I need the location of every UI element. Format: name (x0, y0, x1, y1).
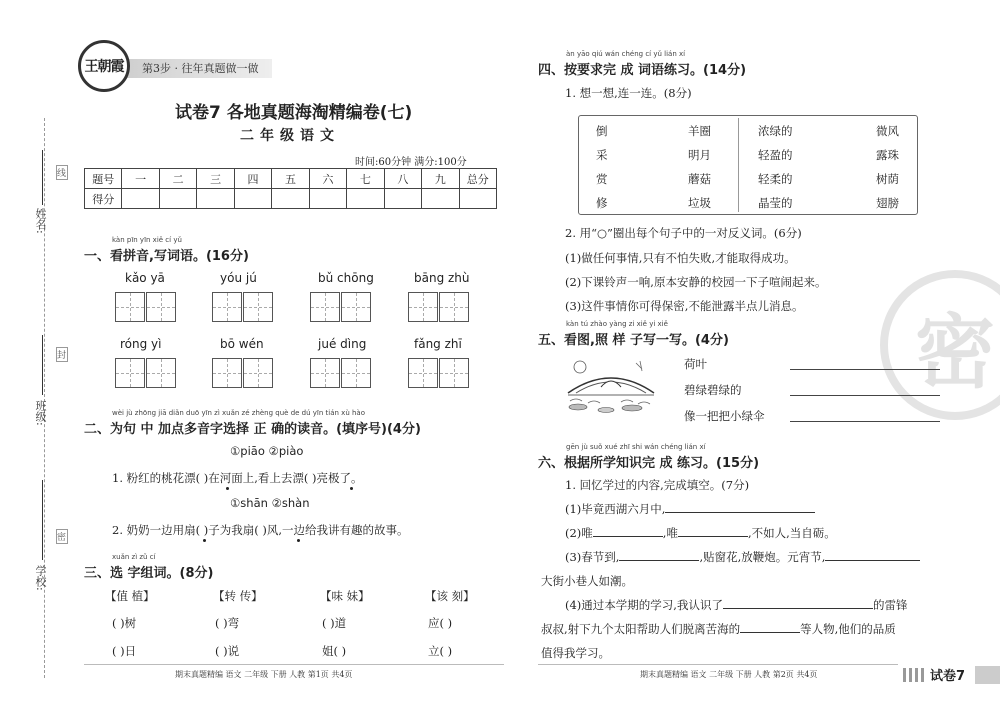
matching-divider (738, 118, 739, 212)
fill-text: 等人物,他们的品质 (800, 622, 896, 636)
match-verb[interactable]: 赏 (596, 172, 608, 186)
score-header-cell: 四 (234, 169, 271, 189)
match-adjective[interactable]: 晶莹的 (758, 196, 793, 210)
section1-title: 一、看拼音,写词语。(16分) (84, 249, 249, 264)
score-row-label: 得分 (85, 189, 122, 209)
writing-box[interactable] (146, 292, 176, 322)
score-cell[interactable] (384, 189, 421, 209)
writing-box[interactable] (115, 358, 145, 388)
answer-line[interactable] (790, 369, 940, 370)
score-table-score-row (85, 189, 497, 209)
fill-line-4-end: 值得我学习。 (541, 646, 610, 660)
fill-blank[interactable] (678, 525, 748, 537)
score-header-cell: 二 (159, 169, 196, 189)
score-cell[interactable] (272, 189, 309, 209)
school-label: 学校: (34, 565, 47, 591)
score-header-cell: 八 (384, 169, 421, 189)
emphasis-dot (350, 487, 353, 490)
pinyin-word: bǔ chōng (318, 271, 374, 285)
name-field-line[interactable] (42, 150, 43, 205)
fill-line-3 (565, 549, 920, 565)
sentence-1: 1. 粉红的桃花漂( )在河面上,看上去漂( )亮极了。 (112, 471, 363, 485)
writing-box[interactable] (243, 358, 273, 388)
writing-box[interactable] (115, 292, 145, 322)
score-cell[interactable] (234, 189, 271, 209)
fill-line-4 (565, 597, 907, 613)
score-header-cell: 三 (197, 169, 234, 189)
section4-title: 四、按要求完 成 词语练习。(14分) (538, 63, 747, 78)
footer-divider-right (538, 664, 898, 665)
pinyin-word: yóu jú (220, 271, 257, 285)
fill-blank[interactable] (723, 597, 873, 609)
fill-line-4-cont (541, 621, 896, 637)
binding-mark-seal: 线 (56, 165, 68, 180)
pinyin-word: fǎng zhī (414, 337, 462, 351)
fill-text: (4)通过本学期的学习,我认识了 (565, 598, 723, 612)
writing-box[interactable] (341, 358, 371, 388)
school-field-line[interactable] (42, 480, 43, 560)
fill-text: ,不如人,当自砺。 (747, 526, 836, 540)
match-noun[interactable]: 垃圾 (688, 196, 711, 210)
score-cell[interactable] (347, 189, 384, 209)
match-verb[interactable]: 修 (596, 196, 608, 210)
emphasis-dot (226, 487, 229, 490)
fill-text: (2)唯 (565, 526, 593, 540)
confidential-seal-watermark (880, 270, 1000, 420)
word-group-blank: 姐( ) (322, 644, 347, 658)
sentence-2: 2. 奶奶一边用扇( )子为我扇( )风,一边给我讲有趣的故事。 (112, 523, 409, 537)
model-word-2: 碧绿碧绿的 (684, 383, 742, 397)
class-label: 班级: (34, 400, 47, 426)
binding-mark-close: 封 (56, 347, 68, 362)
seal-glyph: 密 (915, 305, 995, 399)
match-verb[interactable]: 采 (596, 148, 608, 162)
emphasis-dot (297, 539, 300, 542)
fill-text: 的雷锋 (872, 598, 908, 612)
fill-blank[interactable] (619, 549, 699, 561)
section5-title: 五、看图,照 样 子写一写。(4分) (538, 333, 729, 348)
section4-q2: 2. 用“○”圈出每个句子中的一对反义词。(6分) (565, 226, 802, 240)
writing-box[interactable] (310, 292, 340, 322)
writing-box[interactable] (243, 292, 273, 322)
writing-box[interactable] (146, 358, 176, 388)
section3-title: 三、选 字组词。(8分) (84, 566, 214, 581)
score-header-cell: 一 (122, 169, 159, 189)
answer-line[interactable] (790, 421, 940, 422)
fill-text: (3)春节到, (565, 550, 620, 564)
paper-tag: 试卷7 (930, 669, 966, 684)
section6-pinyin: gēn jù suǒ xué zhī shi wán chéng lián xí (566, 443, 706, 451)
fill-blank[interactable] (740, 621, 800, 633)
antonym-sentence[interactable]: (3)这件事情你可得保密,不能泄露半点儿消息。 (565, 299, 804, 313)
match-adjective[interactable]: 浓绿的 (758, 124, 793, 138)
exam-title: 试卷7 各地真题海淘精编卷(七) (175, 103, 413, 123)
model-word-1: 荷叶 (684, 357, 707, 371)
word-group-blank: 应( ) (428, 616, 453, 630)
footer-divider-left (84, 664, 504, 665)
word-group-head: 【值 植】 (105, 589, 155, 603)
section6-title: 六、根据所学知识完 成 练习。(15分) (538, 456, 760, 471)
fill-blank[interactable] (825, 549, 920, 561)
writing-box[interactable] (341, 292, 371, 322)
bridge-pond-illustration (566, 355, 656, 413)
writing-box[interactable] (408, 292, 438, 322)
score-header-cell: 五 (272, 169, 309, 189)
section3-pinyin: xuǎn zì zǔ cí (112, 553, 156, 561)
match-noun[interactable]: 明月 (688, 148, 711, 162)
matching-box (578, 115, 918, 215)
score-table-header-row (85, 169, 497, 189)
score-table (84, 168, 497, 209)
score-header-cell: 九 (422, 169, 459, 189)
section1-pinyin: kàn pīn yīn xiě cí yǔ (112, 236, 182, 244)
fill-text: ,唯 (662, 526, 678, 540)
logo-text: 王朝霞 (84, 59, 124, 75)
section4-pinyin: àn yāo qiú wán chéng cí yǔ lián xí (566, 50, 686, 58)
options-row-2: ①shān ②shàn (230, 496, 310, 510)
match-noun[interactable]: 蘑菇 (688, 172, 711, 186)
word-group-head: 【该 刻】 (425, 589, 475, 603)
match-verb[interactable]: 倒 (596, 124, 608, 138)
time-score-info: 时间:60分钟 满分:100分 (355, 157, 467, 168)
writing-box[interactable] (212, 292, 242, 322)
score-cell[interactable] (309, 189, 346, 209)
match-adjective[interactable]: 轻柔的 (758, 172, 793, 186)
options-row-1: ①piāo ②piào (230, 444, 304, 458)
word-group-blank: ( )说 (215, 644, 240, 658)
fill-text: (1)毕竟西湖六月中, (565, 502, 666, 516)
footer-left: 期末真题精编 语文 二年级 下册 人教 第1页 共4页 (175, 670, 353, 679)
section2-pinyin: wèi jù zhōng jiā diǎn duō yīn zì xuǎn zé zhèng què de dú yīn tián xù hào (112, 409, 365, 417)
word-group-blank: ( )道 (322, 616, 347, 630)
pinyin-word: róng yì (120, 337, 162, 351)
step-banner: 第3步 · 往年真题做一做 (112, 59, 272, 78)
writing-box[interactable] (212, 358, 242, 388)
writing-box[interactable] (310, 358, 340, 388)
score-cell[interactable] (159, 189, 196, 209)
match-object[interactable]: 翅膀 (876, 196, 899, 210)
name-label: 姓名: (34, 208, 47, 234)
answer-line[interactable] (790, 395, 940, 396)
score-header-cell: 七 (347, 169, 384, 189)
writing-box[interactable] (408, 358, 438, 388)
word-group-blank: ( )日 (112, 644, 137, 658)
fill-text: ,贴窗花,放鞭炮。元宵节, (699, 550, 826, 564)
word-group-blank: 立( ) (428, 644, 453, 658)
section5-pinyin: kàn tú zhào yàng zi xiě yi xiě (566, 320, 668, 328)
score-cell[interactable] (197, 189, 234, 209)
word-group-blank: ( )弯 (215, 616, 240, 630)
match-object[interactable]: 微风 (876, 124, 899, 138)
pinyin-word: kǎo yā (125, 271, 165, 285)
word-group-head: 【转 传】 (213, 589, 263, 603)
fill-line-3-cont: 大街小巷人如潮。 (541, 574, 633, 588)
section6-q1: 1. 回忆学过的内容,完成填空。(7分) (565, 478, 750, 492)
footer-right: 期末真题精编 语文 二年级 下册 人教 第2页 共4页 (640, 670, 818, 679)
match-object[interactable]: 树荫 (876, 172, 899, 186)
match-noun[interactable]: 羊圈 (688, 124, 711, 138)
class-field-line[interactable] (42, 335, 43, 395)
score-cell[interactable] (122, 189, 159, 209)
section2-title: 二、为句 中 加点多音字选择 正 确的读音。(填序号)(4分) (84, 422, 421, 437)
word-group-head: 【味 妹】 (320, 589, 370, 603)
section4-q1: 1. 想一想,连一连。(8分) (565, 86, 692, 100)
emphasis-dot (203, 539, 206, 542)
score-cell[interactable] (422, 189, 459, 209)
fill-text: 叔叔,射下九个太阳帮助人们脱离苦海的 (541, 622, 741, 636)
score-header-cell: 六 (309, 169, 346, 189)
score-cell[interactable] (459, 189, 496, 209)
score-header-cell: 总分 (459, 169, 496, 189)
model-word-3: 像一把把小绿伞 (684, 409, 765, 423)
word-group-blank: ( )树 (112, 616, 137, 630)
exam-subtitle: 二年级语文 (240, 128, 340, 144)
page-tag-stripes (903, 668, 927, 682)
match-adjective[interactable]: 轻盈的 (758, 148, 793, 162)
binding-dashed-line (44, 118, 45, 678)
fill-line-2 (565, 525, 836, 541)
writing-box[interactable] (439, 358, 469, 388)
page-tag-block (975, 666, 1000, 684)
fill-blank[interactable] (593, 525, 663, 537)
antonym-sentence[interactable]: (2)下课铃声一响,原本安静的校园一下子喧闹起来。 (565, 275, 827, 289)
binding-mark-line: 密 (56, 529, 68, 544)
pinyin-word: bō wén (220, 337, 264, 351)
fill-line-1 (565, 501, 815, 517)
score-header-cell: 题号 (85, 169, 122, 189)
fill-blank[interactable] (665, 501, 815, 513)
pinyin-word: jué dìng (318, 337, 367, 351)
writing-box[interactable] (439, 292, 469, 322)
pinyin-word: bāng zhù (414, 271, 470, 285)
antonym-sentence[interactable]: (1)做任何事情,只有不怕失败,才能取得成功。 (565, 251, 796, 265)
publisher-logo (78, 40, 130, 92)
match-object[interactable]: 露珠 (876, 148, 899, 162)
